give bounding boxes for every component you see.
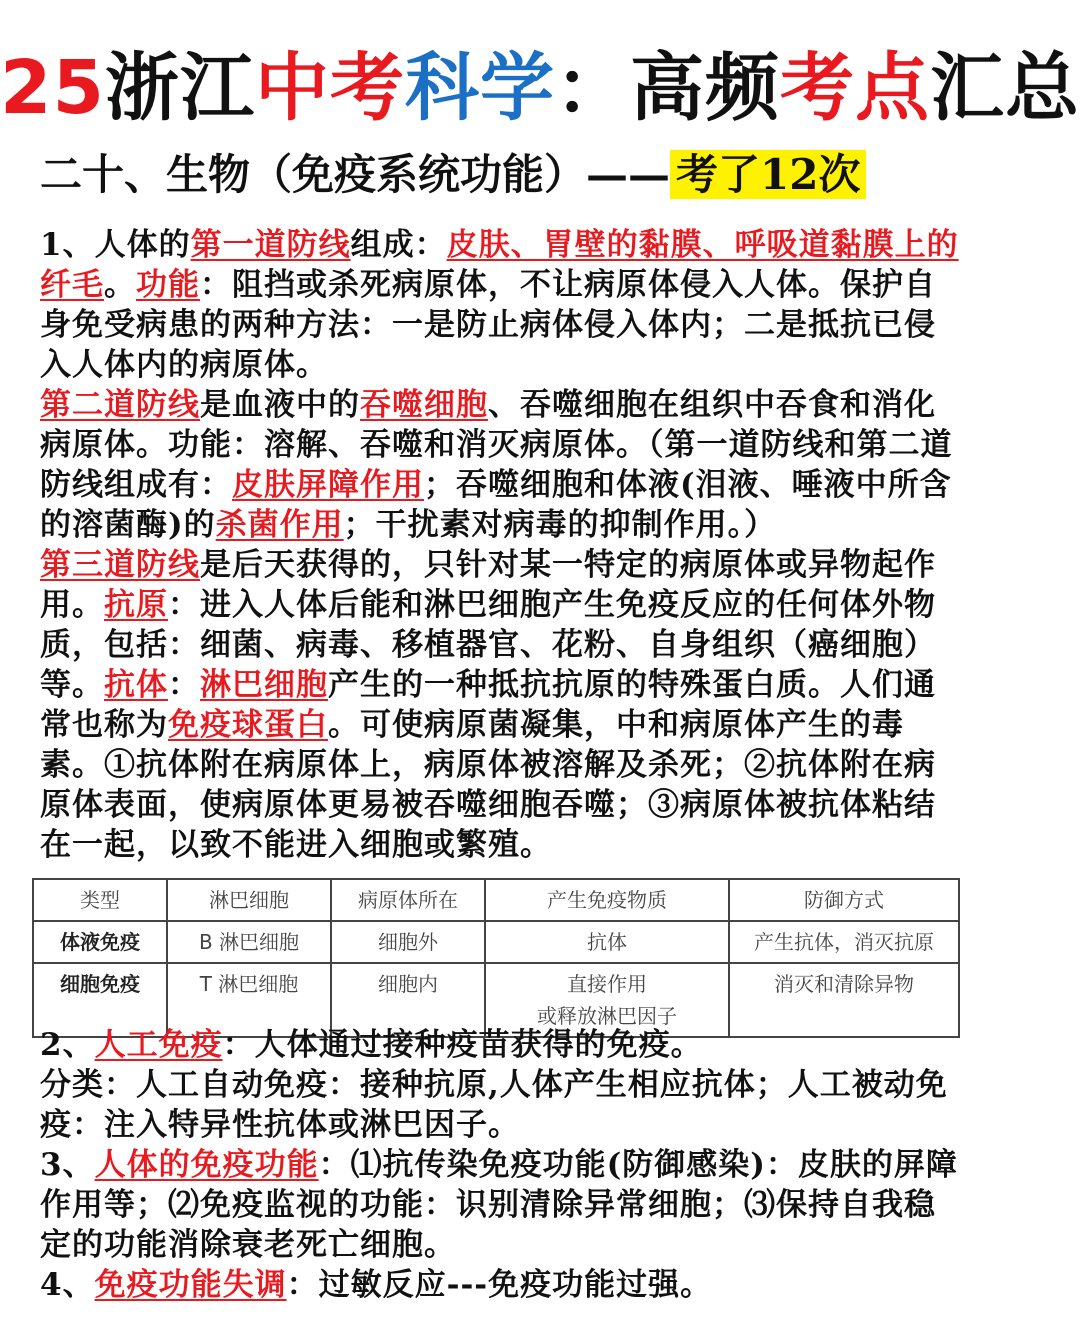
table-cell: T 淋巴细胞 bbox=[167, 963, 331, 1037]
paragraph-artificial-immunity bbox=[40, 1025, 960, 1145]
keyword-second-line: 第二道防线 bbox=[40, 387, 200, 423]
paragraph-third-line-defense bbox=[40, 545, 960, 865]
table-cell: 细胞外 bbox=[331, 921, 485, 963]
table-cell: 抗体 bbox=[485, 921, 729, 963]
table-cell: 细胞免疫 bbox=[33, 963, 167, 1037]
keyword-immunoglobulin: 免疫球蛋白 bbox=[168, 707, 328, 743]
text: ：进入人体后能和淋巴细胞产生免疫反应的任何体外物质，包括：细菌、病毒、移植器官、花粉、自身组织（癌细胞）等。 bbox=[40, 587, 936, 703]
text: 、吞噬细胞在组织中吞食和消化病原体。功能：溶解、吞噬和消灭病原体。（第一道防线和第二道防线组成有： bbox=[40, 387, 953, 503]
page-title bbox=[0, 40, 1080, 136]
title-exam: 中考 bbox=[254, 45, 405, 131]
table-header: 产生免疫物质 bbox=[485, 879, 729, 921]
title-frequency: ：高频 bbox=[554, 45, 780, 131]
text: 产生的一种抵抗抗原的特殊蛋白质。人们通常也称为 bbox=[40, 667, 936, 743]
title-subject: 科学 bbox=[404, 45, 555, 131]
keyword-skin-barrier: 皮肤屏障作用 bbox=[232, 467, 424, 503]
text: 是后天获得的，只针对某一特定的病原体或异物起作用。 bbox=[40, 547, 936, 623]
keyword-artificial-immunity: 人工免疫 bbox=[94, 1027, 223, 1063]
text: 3、 bbox=[40, 1147, 95, 1183]
table-header-row bbox=[33, 879, 959, 921]
text: 1、人体的 bbox=[40, 227, 191, 263]
keyword-third-line: 第三道防线 bbox=[40, 547, 200, 583]
table-header: 防御方式 bbox=[729, 879, 959, 921]
title-province: 浙江 bbox=[104, 45, 255, 131]
table-header: 淋巴细胞 bbox=[167, 879, 331, 921]
text: 组成： bbox=[350, 227, 447, 263]
subtitle-text: 二十、生物（免疫系统功能）—— bbox=[40, 150, 671, 199]
text: ；干扰素对病毒的抑制作用。） bbox=[343, 507, 777, 543]
table-header: 病原体所在 bbox=[331, 879, 485, 921]
keyword-function: 功能 bbox=[136, 267, 200, 303]
table-cell: 消灭和清除异物 bbox=[729, 963, 959, 1037]
table-header: 类型 bbox=[33, 879, 167, 921]
text: ：⑴抗传染免疫功能(防御感染)：皮肤的屏障作用等；⑵免疫监视的功能：识别清除异常细胞；⑶保持自我稳定的功能消除衰老死亡细胞。 bbox=[40, 1147, 958, 1263]
section-subtitle bbox=[40, 145, 866, 205]
keyword-first-line: 第一道防线 bbox=[190, 227, 351, 263]
table-cell: 细胞内 bbox=[331, 963, 485, 1037]
keyword-antibody: 抗体 bbox=[104, 667, 168, 703]
text: ： bbox=[168, 667, 200, 703]
keyword-immune-disorder: 免疫功能失调 bbox=[94, 1267, 287, 1303]
paragraph-first-line-defense bbox=[40, 225, 960, 385]
cell-line: 或释放淋巴因子 bbox=[537, 1004, 677, 1028]
text: ：人体通过接种疫苗获得的免疫。 bbox=[222, 1027, 703, 1063]
table-row bbox=[33, 921, 959, 963]
keyword-bactericidal: 杀菌作用 bbox=[215, 507, 344, 543]
table-cell: 体液免疫 bbox=[33, 921, 167, 963]
text: ：阻挡或杀死病原体，不让病原体侵入人体。保护自身免受病患的两种方法：一是防止病体侵入体内；二是抵抗已侵入人体内的病原体。 bbox=[40, 267, 936, 383]
exam-count-highlight: 考了12次 bbox=[670, 150, 866, 199]
paragraph-immune-function bbox=[40, 1145, 960, 1265]
title-year: 25 bbox=[0, 45, 105, 131]
text: 。可使病原菌凝集，中和病原体产生的毒素。①抗体附在病原体上，病原体被溶解及杀死；②抗体附在病原体表面，使病原体更易被吞噬细胞吞噬；③病原体被抗体粘结在一起，以致不能进入细胞或繁殖。 bbox=[40, 707, 936, 863]
cell-line: 直接作用 bbox=[567, 972, 647, 996]
paragraph-second-line-defense bbox=[40, 385, 960, 545]
keyword-skin-mucosa: 皮肤、胃壁的黏膜、呼吸道黏膜上的纤毛 bbox=[40, 227, 959, 303]
text: ；吞噬细胞和体液(泪液、唾液中所含的溶菌酶)的 bbox=[40, 467, 952, 543]
title-points: 考点 bbox=[779, 45, 930, 131]
title-summary: 汇总 bbox=[929, 45, 1080, 131]
text: 是血液中的 bbox=[200, 387, 360, 423]
text: 分类：人工自动免疫：接种抗原,人体产生相应抗体；人工被动免疫：注入特异性抗体或淋巴因子。 bbox=[40, 1067, 948, 1143]
text: 。 bbox=[104, 267, 136, 303]
table-cell: B 淋巴细胞 bbox=[167, 921, 331, 963]
table-cell: 产生抗体，消灭抗原 bbox=[729, 921, 959, 963]
text: 2、 bbox=[40, 1027, 95, 1063]
text: ：过敏反应---免疫功能过强。 bbox=[286, 1267, 713, 1303]
immunity-comparison-table bbox=[32, 878, 960, 1038]
keyword-phagocyte: 吞噬细胞 bbox=[360, 387, 488, 423]
keyword-antigen: 抗原 bbox=[104, 587, 168, 623]
keyword-immune-function: 人体的免疫功能 bbox=[94, 1147, 319, 1183]
paragraph-immune-disorder bbox=[40, 1265, 960, 1305]
keyword-lymphocyte: 淋巴细胞 bbox=[200, 667, 328, 703]
text: 4、 bbox=[40, 1267, 95, 1303]
